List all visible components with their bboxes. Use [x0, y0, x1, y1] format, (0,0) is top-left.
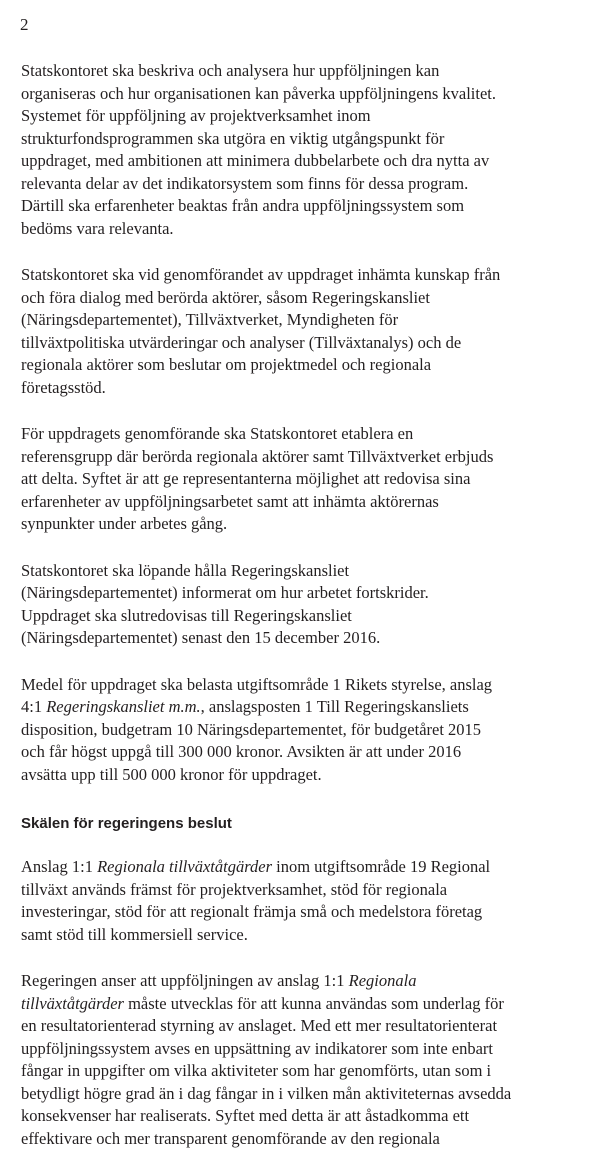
- text-line: betydligt högre grad än i dag fångar in i vilken mån aktiviteternas avsedda: [21, 1083, 512, 1103]
- emphasis-text: Regionala: [348, 971, 417, 990]
- text-line: organiseras och hur organisationen kan påverka uppföljningens kvalitet.: [21, 83, 497, 103]
- text-line: samt stöd till kommersiell service.: [21, 924, 248, 944]
- text-fragment: Regeringen anser att uppföljningen av anslag 1:1: [21, 971, 349, 990]
- text-line: konsekvenser har realiserats. Syftet med detta är att åstadkomma ett: [21, 1106, 470, 1125]
- text-line: och får högst uppgå till 300 000 kronor. Avsikten är att under 2016: [21, 742, 462, 761]
- emphasis-text: tillväxtåtgärder: [21, 993, 124, 1013]
- text-line: För uppdragets genomförande ska Statskontoret etablera en: [21, 424, 414, 443]
- text-fragment: Anslag 1:1: [21, 857, 98, 876]
- text-line: att delta. Syftet är att ge representanterna möjlighet att redovisa sina: [21, 469, 471, 488]
- text-fragment: 4:1: [21, 697, 47, 716]
- text-line: Medel för uppdraget ska belasta utgiftsområde 1 Rikets styrelse, anslag: [21, 674, 493, 694]
- text-line: Statskontoret ska löpande hålla Regeringskansliet: [21, 560, 350, 580]
- text-line: erfarenheter av uppföljningsarbetet samt att inhämta aktörernas: [21, 491, 439, 511]
- text-line: Statskontoret ska beskriva och analysera hur uppföljningen kan: [21, 61, 440, 80]
- text-line: synpunkter under arbetes gång.: [21, 514, 228, 533]
- text-fragment: måste utvecklas för att kunna användas som underlag för: [123, 993, 504, 1013]
- text-line: uppdraget, med ambitionen att minimera dubbelarbete och dra nytta av: [21, 151, 490, 170]
- paragraph-reference-group: [21, 423, 601, 536]
- emphasis-text: Regeringskansliet m.m.: [46, 697, 201, 716]
- text-line: uppföljningssystem avses en uppsättning av indikatorer som inte enbart: [21, 1038, 493, 1058]
- paragraph-dialog: [21, 264, 601, 399]
- text-line: Statskontoret ska vid genomförandet av uppdraget inhämta kunskap från: [21, 265, 501, 284]
- paragraph-government-view: [21, 970, 601, 1150]
- text-line: en resultatorienterad styrning av anslaget. Med ett mer resultatorienterat: [21, 1016, 498, 1035]
- paragraph-appropriation: [21, 856, 601, 946]
- text-line: avsätta upp till 500 000 kronor för uppdraget.: [21, 764, 322, 784]
- text-line: regionala aktörer som beslutar om projektmedel och regionala: [21, 355, 432, 374]
- text-line: (Näringsdepartementet) senast den 15 december 2016.: [21, 628, 381, 647]
- text-line: [21, 970, 601, 993]
- text-line: och föra dialog med berörda aktörer, såsom Regeringskansliet: [21, 287, 430, 307]
- text-fragment: , anslagsposten 1 Till Regeringskansliets: [200, 697, 469, 716]
- text-line: [21, 993, 601, 1016]
- text-line: effektivare och mer transparent genomförande av den regionala: [21, 1128, 440, 1148]
- text-line: [21, 696, 601, 719]
- emphasis-text: Regionala tillväxtåtgärder: [97, 857, 272, 876]
- text-line: relevanta delar av det indikatorsystem som finns för dessa program.: [21, 173, 469, 193]
- text-line: disposition, budgetram 10 Näringsdepartementet, för budgetåret 2015: [21, 719, 482, 739]
- text-line: Systemet för uppföljning av projektverksamhet inom: [21, 106, 371, 125]
- text-line: bedöms vara relevanta.: [21, 218, 174, 238]
- text-line: Därtill ska erfarenheter beaktas från andra uppföljningssystem som: [21, 196, 465, 215]
- paragraph-reporting: [21, 560, 601, 650]
- section-heading: Skälen för regeringens beslut: [21, 815, 232, 832]
- paragraph-analysis-scope: [21, 60, 601, 240]
- text-fragment: inom utgiftsområde 19 Regional: [272, 857, 491, 876]
- text-line: strukturfondsprogrammen ska utgöra en viktig utgångspunkt för: [21, 128, 445, 148]
- text-line: (Näringsdepartementet), Tillväxtverket, Myndigheten för: [21, 310, 399, 329]
- text-line: investeringar, stöd för att regionalt främja små och medelstora företag: [21, 902, 483, 921]
- document-body: [21, 60, 601, 1174]
- text-line: tillväxt används främst för projektverksamhet, stöd för regionala: [21, 879, 448, 899]
- page-number: 2: [20, 15, 29, 34]
- text-line: referensgrupp där berörda regionala aktörer samt Tillväxtverket erbjuds: [21, 446, 494, 466]
- text-line: Uppdraget ska slutredovisas till Regeringskansliet: [21, 605, 352, 625]
- text-line: (Näringsdepartementet) informerat om hur arbetet fortskrider.: [21, 583, 429, 602]
- text-line: företagsstöd.: [21, 377, 106, 397]
- text-line: tillväxtpolitiska utvärderingar och analyser (Tillväxtanalys) och de: [21, 332, 462, 352]
- text-line: [21, 856, 601, 879]
- paragraph-funding: [21, 674, 601, 787]
- text-line: fångar in uppgifter om vilka aktiviteter som har genomförts, utan som i: [21, 1061, 492, 1080]
